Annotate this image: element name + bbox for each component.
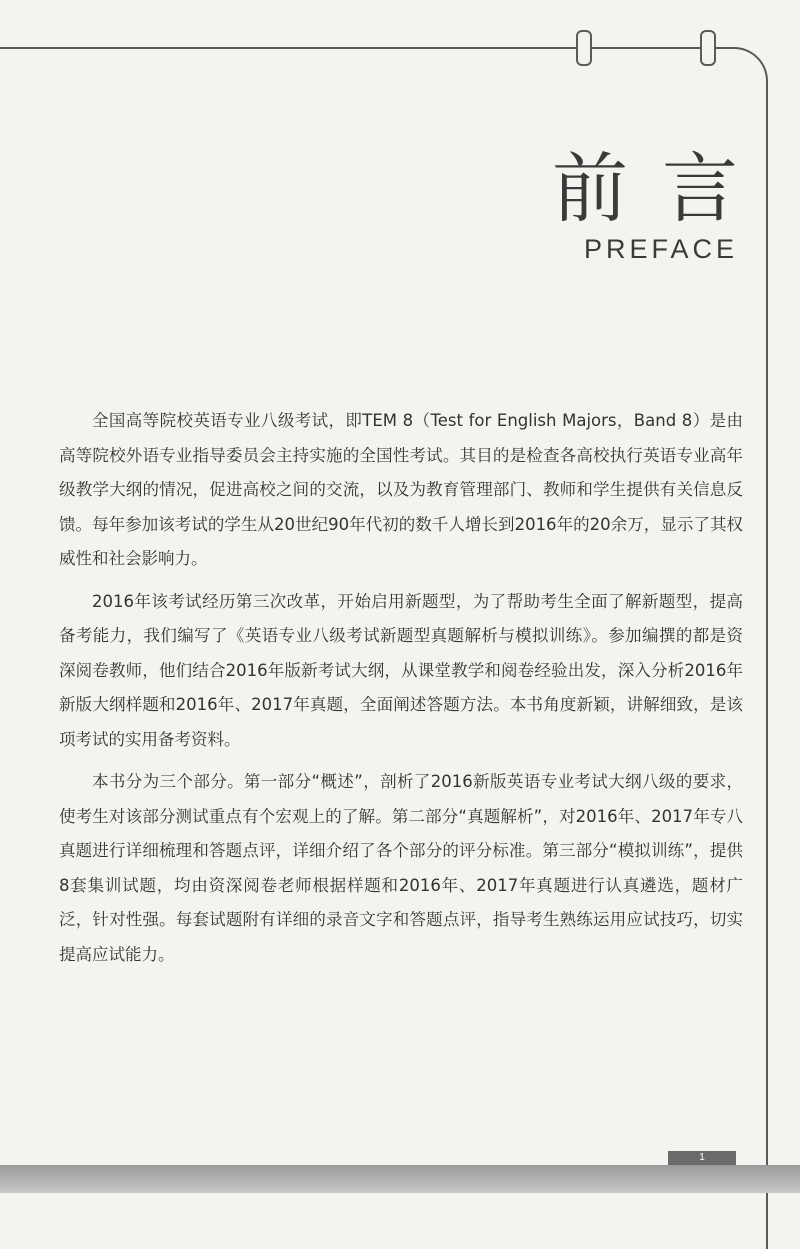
- paragraph: 全国高等院校英语专业八级考试，即TEM 8（Test for English Majors，Band 8）是由高等院校外语专业指导委员会主持实施的全国性考试。其目的是检查各高校执行英语专业高年级教学大纲的情况，促进高校之间的交流，以及为教育管理部门、教师和学生提供有关信息反馈。每年参加该考试的学生从20世纪90年代初的数千人增长到2016年的20余万，显示了其权威性和社会影响力。: [59, 411, 743, 568]
- page-subtitle: PREFACE: [583, 234, 738, 264]
- paragraph: 2016年该考试经历第三次改革，开始启用新题型，为了帮助考生全面了解新题型，提高备考能力，我们编写了《英语专业八级考试新题型真题解析与模拟训练》。参加编撰的都是资深阅卷教师，他们结合2016年版新考试大纲，从课堂教学和阅卷经验出发，深入分析2016年新版大纲样题和2016年、2017年真题，全面阐述答题方法。本书角度新颖，讲解细致，是该项考试的实用备考资料。: [59, 591, 743, 749]
- page-heading: [552, 144, 772, 265]
- footer-bar: [0, 1165, 800, 1193]
- preface-body: [59, 404, 743, 980]
- page-number: 1: [668, 1151, 736, 1165]
- paragraph: 本书分为三个部分。第一部分“概述”，剖析了2016新版英语专业考试大纲八级的要求，使考生对该部分测试重点有个宏观上的了解。第二部分“真题解析”，对2016年、2017年专八真题进行详细梳理和答题点评，详细介绍了各个部分的评分标准。第三部分“模拟训练”，提供8套集训试题，均由资深阅卷老师根据样题和2016年、2017年真题进行认真遴选，题材广泛，针对性强。每套试题附有详细的录音文字和答题点评，指导考生熟练运用应试技巧，切实提高应试能力。: [59, 772, 743, 964]
- page-title: 前言: [552, 144, 772, 233]
- binder-ring-icon: [576, 30, 592, 66]
- binder-ring-icon: [700, 30, 716, 66]
